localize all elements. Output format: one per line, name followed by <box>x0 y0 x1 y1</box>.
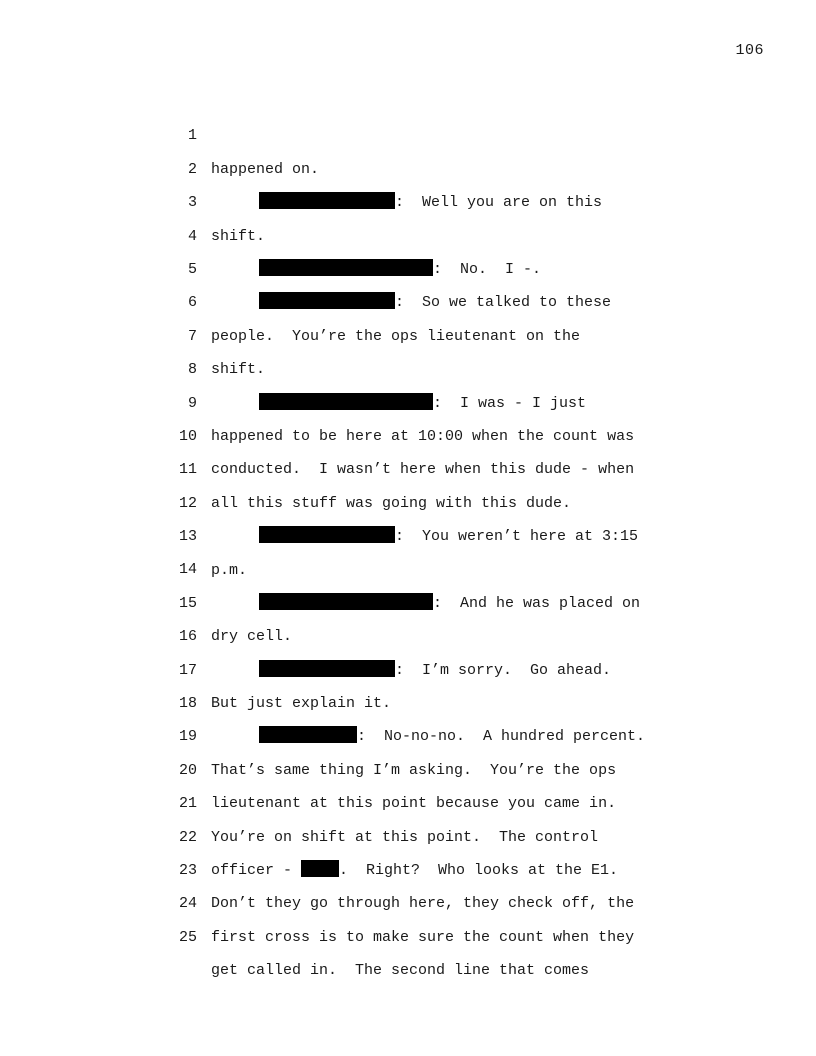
line-number: 21 <box>178 795 197 813</box>
line-number: 13 <box>178 528 197 546</box>
line-number: 25 <box>178 928 197 946</box>
line-text: : So we talked to these <box>395 294 612 312</box>
line-text: conducted. I wasn’t here when this dude - when <box>211 461 635 479</box>
line-number: 18 <box>178 695 197 713</box>
line-number: 10 <box>178 427 197 445</box>
line-number: 2 <box>187 160 197 178</box>
line-number: 14 <box>178 561 197 579</box>
line-text: : I’m sorry. Go ahead. <box>395 661 612 679</box>
line-number: 7 <box>187 327 197 345</box>
line-text: But just explain it. <box>211 695 392 713</box>
line-text: all this stuff was going with this dude. <box>211 494 572 512</box>
page-number: 106 <box>735 42 764 59</box>
line-text: : You weren’t here at 3:15 <box>395 528 639 546</box>
line-text: first cross is to make sure the count when they <box>211 928 635 946</box>
line-text: : I was - I just <box>433 394 587 412</box>
line-number: 16 <box>178 628 197 646</box>
line-number: 9 <box>187 394 197 412</box>
line-text: That’s same thing I’m asking. You’re the ops <box>211 761 617 779</box>
line-number: 11 <box>178 461 197 479</box>
line-text: : No-no-no. A hundred percent. <box>357 728 646 746</box>
line-text: happened to be here at 10:00 when the count was <box>211 427 635 445</box>
line-text: : Well you are on this <box>395 194 603 212</box>
line-number: 23 <box>178 862 197 879</box>
line-number: 3 <box>187 194 197 212</box>
line-text: shift. <box>211 361 266 379</box>
line-number: 8 <box>187 361 197 379</box>
line-text: dry cell. <box>211 628 293 646</box>
line-text: p.m. <box>211 561 248 579</box>
line-text: You’re on shift at this point. The control <box>211 828 599 846</box>
line-text: happened on. <box>211 160 320 178</box>
line-number: 4 <box>187 227 197 245</box>
line-text: Don’t they go through here, they check off, the <box>211 895 635 913</box>
line-number: 24 <box>178 895 197 913</box>
line-text: lieutenant at this point because you came in. <box>211 795 617 813</box>
line-number: 15 <box>178 594 197 612</box>
line-number: 22 <box>178 828 197 846</box>
line-text: : No. I -. <box>433 260 542 278</box>
line-number: 12 <box>178 494 197 512</box>
line-text: : And he was placed on <box>433 594 641 612</box>
transcript-body <box>0 86 816 980</box>
line-number: 1 <box>187 127 197 145</box>
line-text: . Right? Who looks at the E1. <box>339 862 619 880</box>
line-text: shift. <box>211 227 266 245</box>
transcript-line <box>0 86 816 178</box>
line-text: people. You’re the ops lieutenant on the <box>211 327 581 345</box>
line-text: get called in. The second line that comes <box>211 962 590 980</box>
line-number: 5 <box>187 260 197 278</box>
line-number: 19 <box>178 728 197 746</box>
line-text: officer - <box>211 862 302 880</box>
line-number: 17 <box>178 661 197 679</box>
line-number: 6 <box>187 294 197 312</box>
line-number: 20 <box>178 761 197 779</box>
